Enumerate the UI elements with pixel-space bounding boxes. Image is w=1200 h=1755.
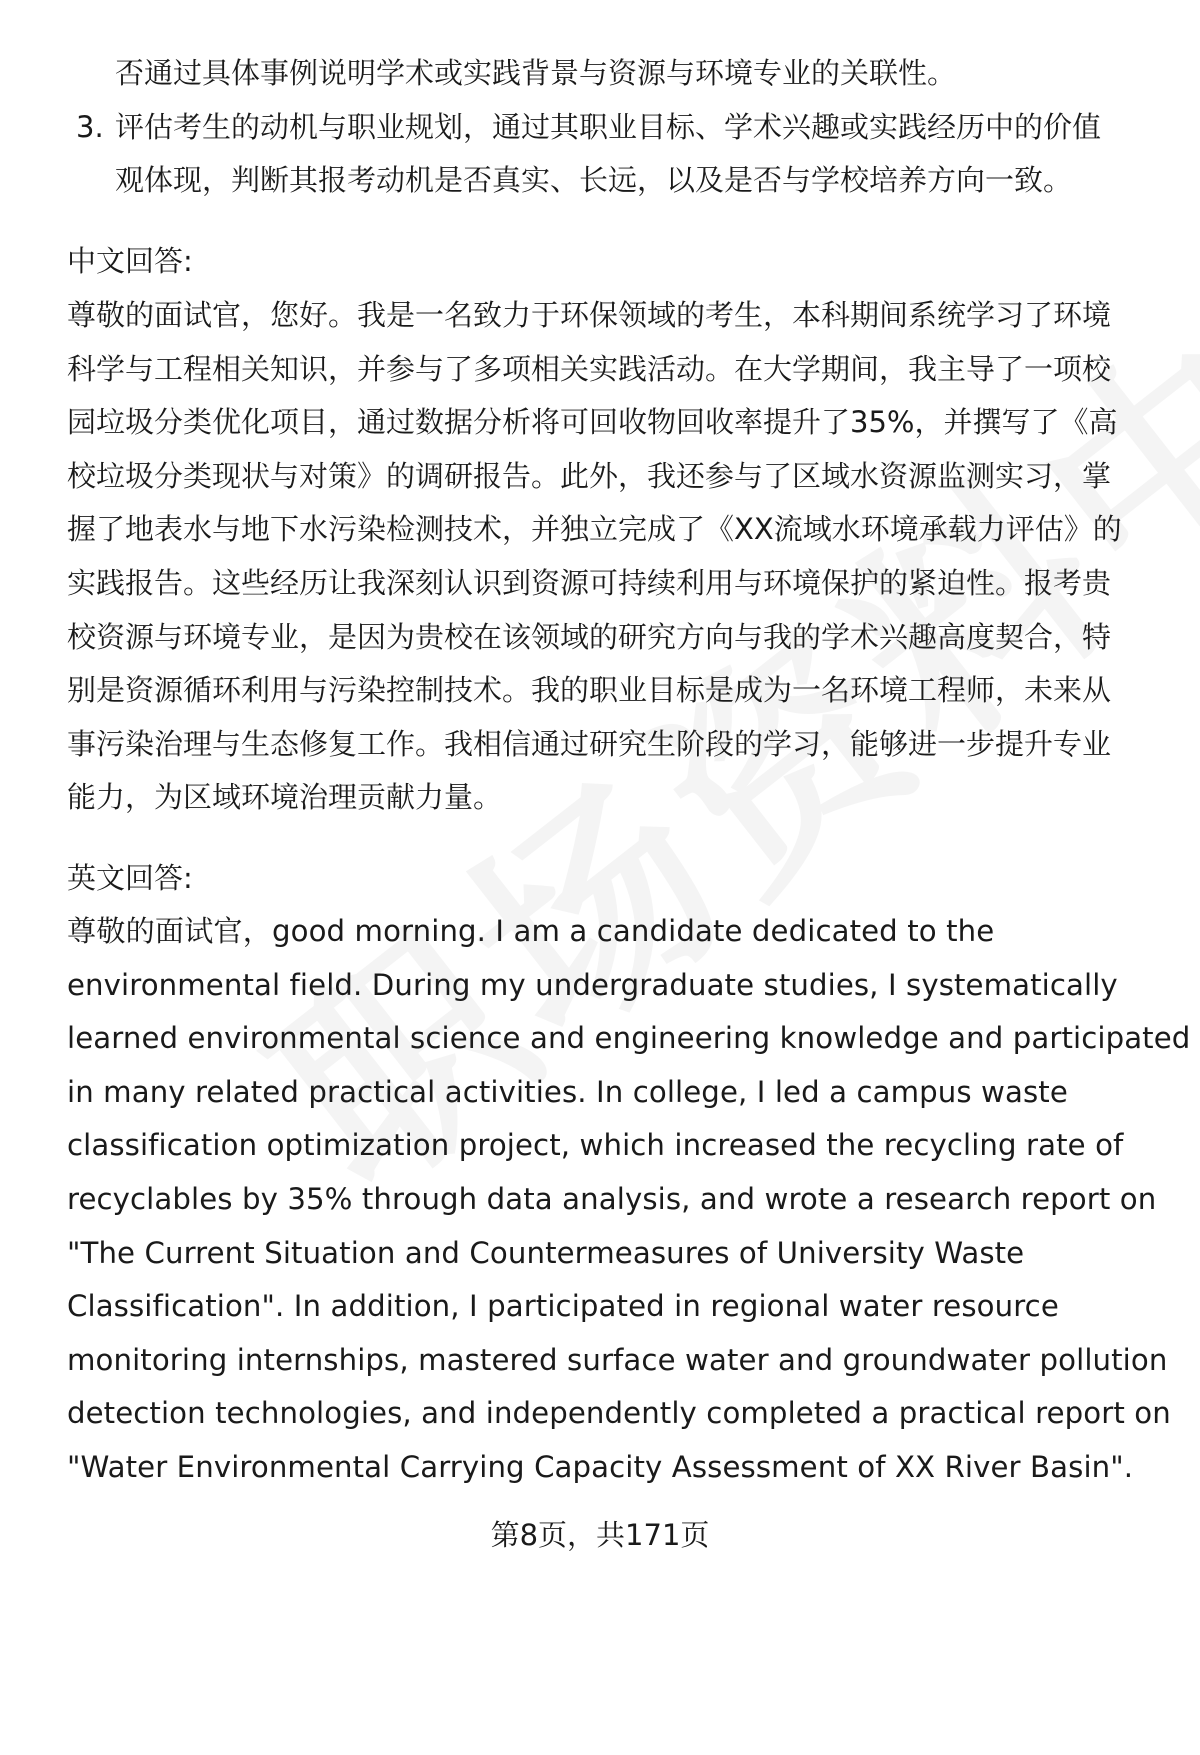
chinese-answer-heading: 中文回答:	[67, 244, 193, 278]
chinese-answer-line: 能力，为区域环境治理贡献力量。	[67, 780, 503, 814]
english-answer-line: "Water Environmental Carrying Capacity Assessment of XX River Basin".	[67, 1450, 1134, 1484]
criteria-item-3-line: 评估考生的动机与职业规划，通过其职业目标、学术兴趣或实践经历中的价值	[115, 110, 1102, 144]
chinese-answer-line: 别是资源循环利用与污染控制技术。我的职业目标是成为一名环境工程师，未来从	[67, 673, 1112, 707]
chinese-answer-line: 握了地表水与地下水污染检测技术，并独立完成了《XX流域水环境承载力评估》的	[67, 512, 1122, 546]
chinese-answer-line: 事污染治理与生态修复工作。我相信通过研究生阶段的学习，能够进一步提升专业	[67, 727, 1112, 761]
chinese-answer-line: 尊敬的面试官，您好。我是一名致力于环保领域的考生，本科期间系统学习了环境	[67, 298, 1112, 332]
criteria-item-3-number: 3.	[76, 110, 104, 144]
criteria-item-3-line: 观体现，判断其报考动机是否真实、长远，以及是否与学校培养方向一致。	[115, 163, 1073, 197]
chinese-answer-line: 校垃圾分类现状与对策》的调研报告。此外，我还参与了区域水资源监测实习，掌	[67, 459, 1112, 493]
page-number: 第8页，共171页	[490, 1518, 710, 1552]
english-answer-line: classification optimization project, which increased the recycling rate of	[67, 1128, 1124, 1162]
chinese-answer-line: 实践报告。这些经历让我深刻认识到资源可持续利用与环境保护的紧迫性。报考贵	[67, 566, 1112, 600]
english-answer-line: "The Current Situation and Countermeasures of University Waste	[67, 1236, 1025, 1270]
english-answer-line: 尊敬的面试官，good morning. I am a candidate dedicated to the	[67, 914, 995, 948]
english-answer-line: environmental field. During my undergraduate studies, I systematically	[67, 968, 1118, 1002]
english-answer-line: monitoring internships, mastered surface water and groundwater pollution	[67, 1343, 1168, 1377]
english-answer-line: in many related practical activities. In college, I led a campus waste	[67, 1075, 1068, 1109]
english-answer-line: detection technologies, and independently completed a practical report on	[67, 1396, 1171, 1430]
english-answer-line: Classification". In addition, I participated in regional water resource	[67, 1289, 1059, 1323]
english-answer-line: recyclables by 35% through data analysis, and wrote a research report on	[67, 1182, 1157, 1216]
english-answer-heading: 英文回答:	[67, 861, 193, 895]
chinese-answer-line: 园垃圾分类优化项目，通过数据分析将可回收物回收率提升了35%，并撰写了《高	[67, 405, 1118, 439]
chinese-answer-line: 科学与工程相关知识，并参与了多项相关实践活动。在大学期间，我主导了一项校	[67, 352, 1112, 386]
chinese-answer-line: 校资源与环境专业，是因为贵校在该领域的研究方向与我的学术兴趣高度契合，特	[67, 620, 1112, 654]
english-answer-line: learned environmental science and engineering knowledge and participated	[67, 1021, 1191, 1055]
criteria-item-2-tail: 否通过具体事例说明学术或实践背景与资源与环境专业的关联性。	[115, 56, 957, 90]
